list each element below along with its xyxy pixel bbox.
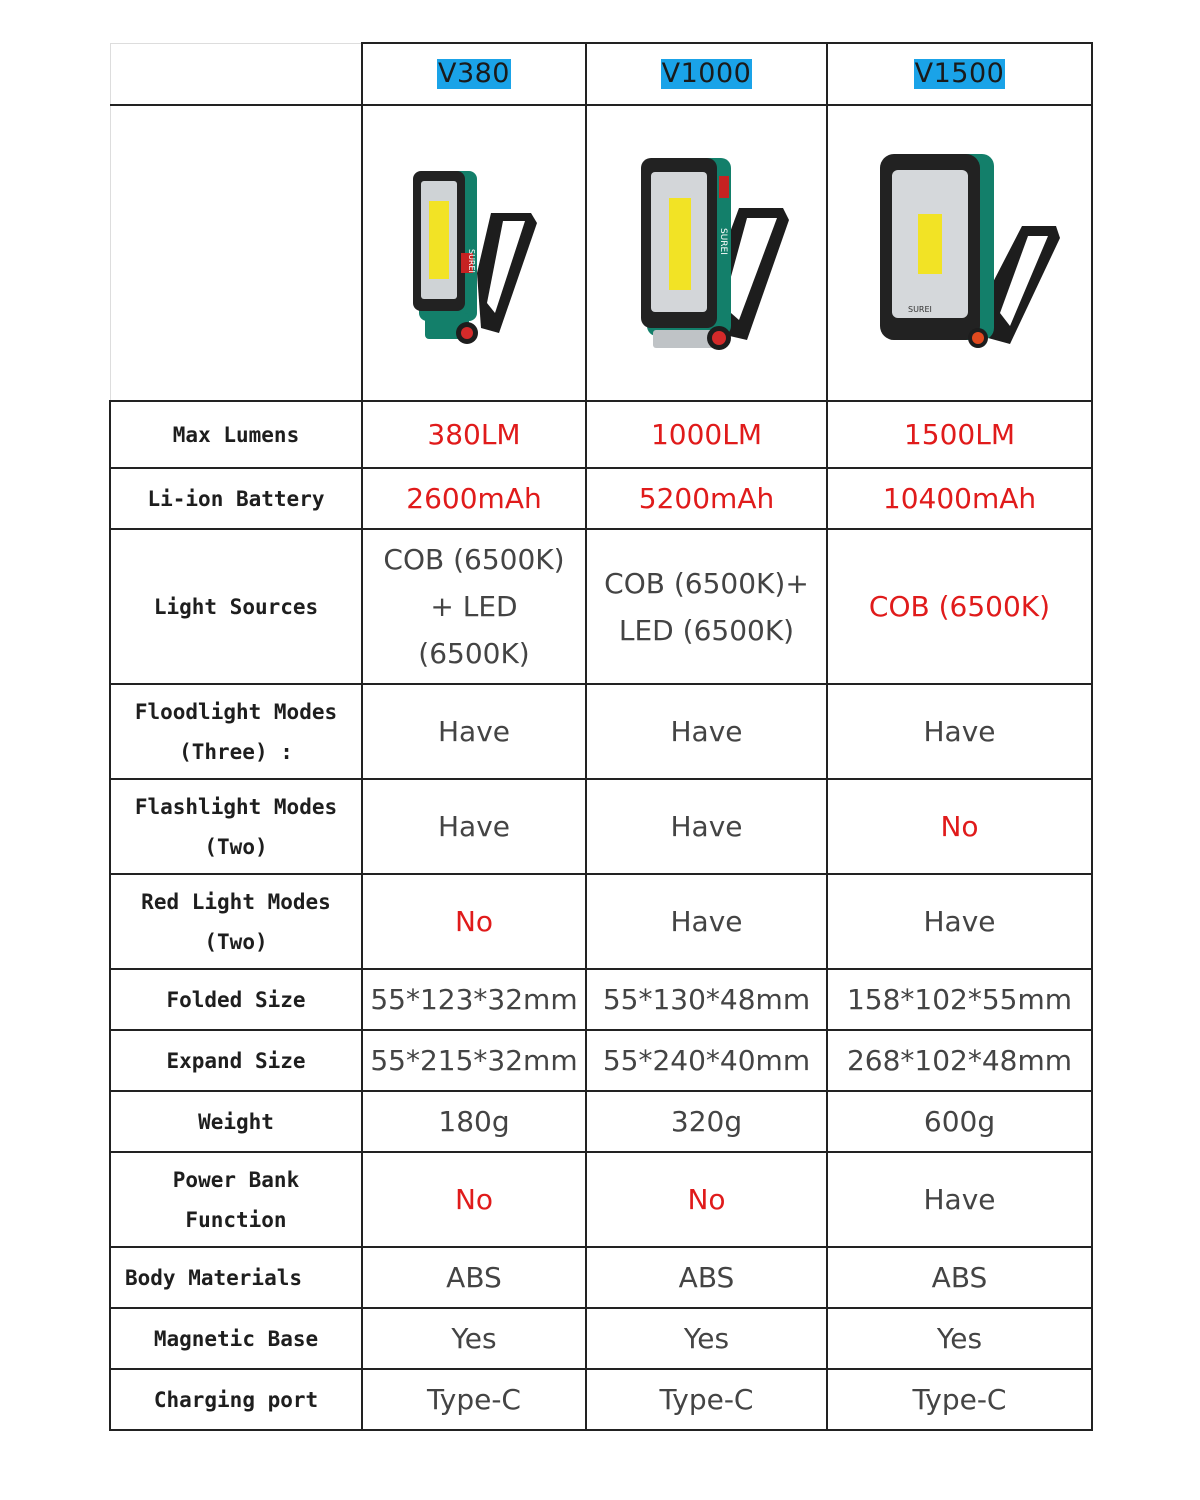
- value-text: LED (6500K): [618, 613, 795, 647]
- header-row: [110, 43, 1092, 105]
- value-text: No: [454, 905, 494, 938]
- value-cell-v380: [362, 1091, 586, 1152]
- value-text: Yes: [936, 1322, 983, 1355]
- row-label-cell: [110, 401, 362, 468]
- value-text: 2600mAh: [406, 482, 542, 515]
- value-text: Type-C: [659, 1383, 754, 1416]
- row-label: (Three) :: [179, 739, 293, 764]
- image-cell-v380: [362, 105, 586, 401]
- row-label-cell: [110, 1152, 362, 1247]
- row-label-cell: [110, 529, 362, 684]
- header-cell-v1000: [586, 43, 827, 105]
- value-cell-v380: [362, 529, 586, 684]
- v1000-lamp-image: [617, 148, 797, 358]
- value-text: COB (6500K): [383, 543, 565, 576]
- value-cell-v380: [362, 1308, 586, 1369]
- value-cell-v1500: [827, 779, 1092, 874]
- value-text: Type-C: [427, 1383, 521, 1416]
- row-label: Li-ion Battery: [147, 486, 325, 511]
- header-cell-v1500: [827, 43, 1092, 105]
- row-label: Folded Size: [166, 987, 306, 1012]
- value-text: (6500K): [418, 637, 530, 670]
- value-text: No: [687, 1183, 726, 1216]
- value-cell-v1500: [827, 874, 1092, 969]
- value-text: No: [454, 1183, 494, 1216]
- value-cell-v1000: [586, 1030, 827, 1091]
- value-text: ABS: [678, 1261, 735, 1294]
- value-text: 55*130*48mm: [602, 983, 811, 1016]
- row-label: (Two): [204, 929, 268, 954]
- row-label-cell: [110, 1308, 362, 1369]
- value-cell-v380: [362, 401, 586, 468]
- row-label: Max Lumens: [172, 422, 300, 447]
- value-text: Yes: [683, 1322, 730, 1355]
- value-text: ABS: [931, 1261, 988, 1294]
- row-expand-size: [110, 1030, 1092, 1091]
- value-cell-v1500: [827, 1308, 1092, 1369]
- row-label: Power Bank: [172, 1167, 300, 1192]
- v1500-lamp-image: [860, 148, 1060, 358]
- row-light-sources: [110, 529, 1092, 684]
- row-floodlight-modes: [110, 684, 1092, 779]
- row-li-ion-battery: [110, 468, 1092, 529]
- value-text: COB (6500K)+: [604, 566, 809, 600]
- value-text: COB (6500K): [868, 590, 1051, 623]
- value-cell-v1500: [827, 468, 1092, 529]
- model-name: V1500: [914, 58, 1005, 89]
- row-max-lumens: [110, 401, 1092, 468]
- value-cell-v1500: [827, 684, 1092, 779]
- row-label: Red Light Modes: [141, 889, 331, 914]
- svg-text:SUREI: SUREI: [907, 305, 932, 314]
- value-cell-v1000: [586, 874, 827, 969]
- row-charging-port: [110, 1369, 1092, 1430]
- model-name: V380: [437, 58, 510, 89]
- value-cell-v1000: [586, 1369, 827, 1430]
- header-cell-v380: [362, 43, 586, 105]
- value-cell-v1000: [586, 1247, 827, 1308]
- value-cell-v380: [362, 1247, 586, 1308]
- value-text: Have: [923, 1183, 996, 1216]
- value-cell-v380: [362, 1152, 586, 1247]
- value-cell-v1500: [827, 1247, 1092, 1308]
- row-red-light-modes: [110, 874, 1092, 969]
- row-label-cell: [110, 684, 362, 779]
- row-label: Light Sources: [153, 594, 319, 619]
- row-label: Charging port: [153, 1387, 319, 1412]
- value-cell-v380: [362, 468, 586, 529]
- model-name: V1000: [661, 58, 752, 89]
- value-text: Type-C: [912, 1383, 1007, 1416]
- value-cell-v1000: [586, 779, 827, 874]
- value-text: Have: [670, 715, 743, 748]
- value-cell-v380: [362, 1369, 586, 1430]
- value-cell-v1000: [586, 529, 827, 684]
- value-text: 600g: [923, 1105, 996, 1138]
- value-cell-v1500: [827, 529, 1092, 684]
- value-text: Have: [670, 810, 743, 843]
- value-text: Have: [670, 905, 743, 938]
- row-label-cell: [110, 779, 362, 874]
- value-cell-v1000: [586, 684, 827, 779]
- row-label: Expand Size: [166, 1048, 306, 1073]
- value-text: 55*123*32mm: [370, 983, 578, 1016]
- value-cell-v380: [362, 779, 586, 874]
- value-text: 1000LM: [650, 418, 762, 451]
- v380-lamp-image: [399, 153, 549, 353]
- header-corner-cell: [110, 43, 362, 105]
- row-label: (Two): [204, 834, 268, 859]
- comparison-table: [109, 42, 1093, 1431]
- value-text: 1500LM: [903, 418, 1015, 451]
- row-label-cell: [110, 1369, 362, 1430]
- row-weight: [110, 1091, 1092, 1152]
- image-corner-cell: [110, 105, 362, 401]
- value-cell-v1000: [586, 1308, 827, 1369]
- value-cell-v1500: [827, 1091, 1092, 1152]
- value-text: 320g: [670, 1105, 743, 1138]
- value-text: 5200mAh: [638, 482, 775, 515]
- value-cell-v1000: [586, 468, 827, 529]
- value-cell-v1500: [827, 969, 1092, 1030]
- row-folded-size: [110, 969, 1092, 1030]
- row-magnetic-base: [110, 1308, 1092, 1369]
- value-text: Have: [923, 905, 996, 938]
- value-text: 10400mAh: [882, 482, 1037, 515]
- row-label-cell: [110, 874, 362, 969]
- value-text: ABS: [446, 1261, 502, 1294]
- row-label-cell: [110, 1247, 362, 1308]
- value-cell-v380: [362, 969, 586, 1030]
- value-cell-v380: [362, 1030, 586, 1091]
- row-label-cell: [110, 969, 362, 1030]
- row-body-materials: [110, 1247, 1092, 1308]
- row-power-bank-function: [110, 1152, 1092, 1247]
- value-text: Have: [923, 715, 996, 748]
- value-text: + LED: [430, 590, 518, 623]
- image-row: [110, 105, 1092, 401]
- row-label: Floodlight Modes: [134, 699, 338, 724]
- value-text: 158*102*55mm: [846, 983, 1073, 1016]
- value-text: 55*215*32mm: [370, 1044, 578, 1077]
- row-label: Function: [185, 1207, 287, 1232]
- row-label-cell: [110, 1091, 362, 1152]
- svg-text:SUREI: SUREI: [467, 249, 476, 273]
- value-text: 55*240*40mm: [602, 1044, 811, 1077]
- svg-text:SUREI: SUREI: [717, 228, 728, 255]
- row-label: Flashlight Modes: [134, 794, 338, 819]
- value-text: 180g: [438, 1105, 510, 1138]
- value-cell-v1500: [827, 1152, 1092, 1247]
- value-cell-v380: [362, 684, 586, 779]
- value-text: 380LM: [427, 418, 521, 451]
- value-cell-v1500: [827, 401, 1092, 468]
- value-text: Yes: [451, 1322, 497, 1355]
- image-cell-v1000: [586, 105, 827, 401]
- value-cell-v1000: [586, 401, 827, 468]
- row-flashlight-modes: [110, 779, 1092, 874]
- value-cell-v1000: [586, 1091, 827, 1152]
- value-text: Have: [437, 715, 510, 748]
- value-cell-v1000: [586, 1152, 827, 1247]
- value-cell-v1500: [827, 1369, 1092, 1430]
- row-label: Weight: [198, 1109, 274, 1134]
- image-cell-v1500: [827, 105, 1092, 401]
- row-label: Body Materials: [125, 1265, 303, 1290]
- row-label-cell: [110, 1030, 362, 1091]
- value-text: No: [940, 810, 979, 843]
- row-label-cell: [110, 468, 362, 529]
- value-cell-v380: [362, 874, 586, 969]
- value-text: 268*102*48mm: [846, 1044, 1073, 1077]
- value-cell-v1500: [827, 1030, 1092, 1091]
- value-text: Have: [437, 810, 510, 843]
- row-label: Magnetic Base: [153, 1326, 319, 1351]
- value-cell-v1000: [586, 969, 827, 1030]
